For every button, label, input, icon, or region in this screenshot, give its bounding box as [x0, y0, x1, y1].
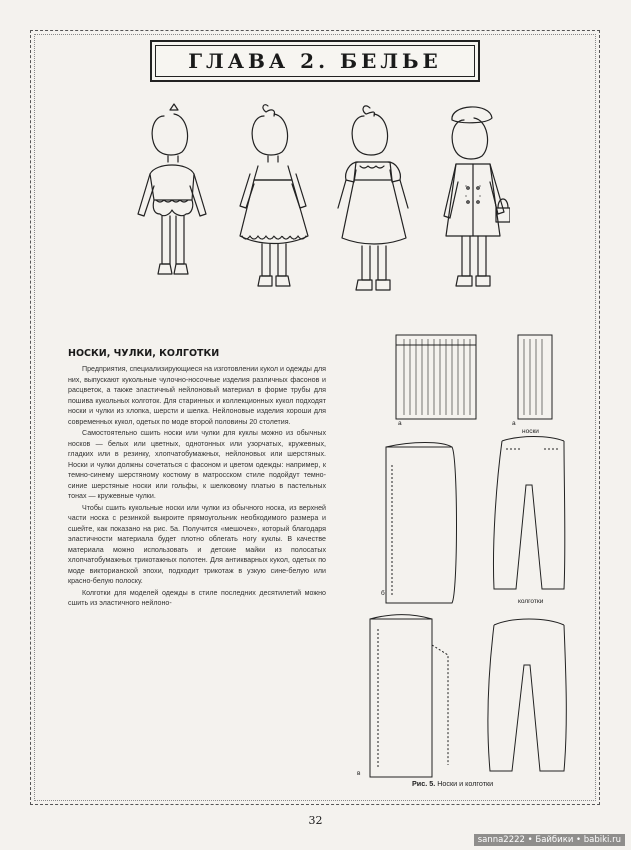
figure-number: Рис. 5. — [412, 779, 436, 788]
page-number: 32 — [308, 814, 323, 827]
doll-in-slip — [240, 105, 308, 286]
chapter-title-box — [150, 40, 480, 82]
paragraph: Предприятия, специализирующиеся на изготовлении кукол и одежды для них, выпускают кукольные чулочно-носочные изделия различных фасонов и расцветок, а также эластичный нейлоновый материал в форме трубы для пошива кукольных колготок. Для старинных и коллекционных кукол подходят носки и чулки из хлопка, шерсти и шелка. Нейлоновые изделия хороши для современных кукол, одетых по моде второй половины 20 столетия. — [68, 365, 326, 426]
watermark: sanna2222 • Байбики • babiki.ru — [474, 834, 625, 846]
pattern-a-left — [396, 335, 476, 419]
pattern-b-left — [386, 443, 457, 604]
body-text — [68, 364, 326, 610]
chapter-title: ГЛАВА 2. БЕЛЬЕ — [188, 49, 442, 73]
pattern-v-right — [488, 619, 566, 771]
paragraph: Чтобы сшить кукольные носки или чулки из обычного носка, из верхней части носка с резинкой выкроите прямоугольник необходимого размера и сшейте, как показано на рис. 5а. Получится «мешочек», который благодаря эластичности материала будет плотно облегать ногу куклы. В качестве материала можно использовать и детские майки из полосатых хлопчатобумажных трикотажных полотен. Для антикварных кукол, одетых по моде викторианской эпохи, подходит трикотаж в узкую сине-белую или красно-белую полоску. — [68, 503, 326, 585]
label-a-left: а — [398, 420, 402, 427]
pattern-a-right — [518, 335, 552, 419]
doll-in-dress — [338, 106, 408, 290]
doll-in-coat — [444, 107, 510, 286]
paragraph: Самостоятельно сшить носки или чулки для куклы можно из обычных носков — белых или цветных, однотонных или узорчатых, кружевных, гладких или в резинку, хлопчатобумажных, нейлоновых или шерстяных. Носки и чулки должны сочетаться с фасоном и цветом одежды: например, к темно-синему шерстяному костюму в матросском стиле подойдут темно-синие шерстяные носки или гольфы, к шелковому платью в пастельных тонах — кружевные чулки. — [68, 429, 326, 500]
figure-caption — [412, 779, 493, 788]
label-socks: носки — [522, 428, 539, 435]
label-v: в — [357, 770, 361, 777]
pattern-diagrams — [352, 325, 582, 785]
label-tights: колготки — [518, 598, 544, 605]
dolls-illustration — [130, 96, 510, 316]
section-heading: НОСКИ, ЧУЛКИ, КОЛГОТКИ — [68, 348, 220, 359]
pattern-b-right — [493, 437, 564, 590]
figure-caption-text: Носки и колготки — [435, 779, 494, 788]
paragraph: Колготки для моделей одежды в стиле последних десятилетий можно сшить из эластичного нейлоно- — [68, 588, 326, 607]
pattern-v-left — [370, 615, 448, 778]
label-a-right: а — [512, 420, 516, 427]
doll-in-underwear — [138, 104, 206, 274]
label-b: б — [381, 590, 385, 597]
